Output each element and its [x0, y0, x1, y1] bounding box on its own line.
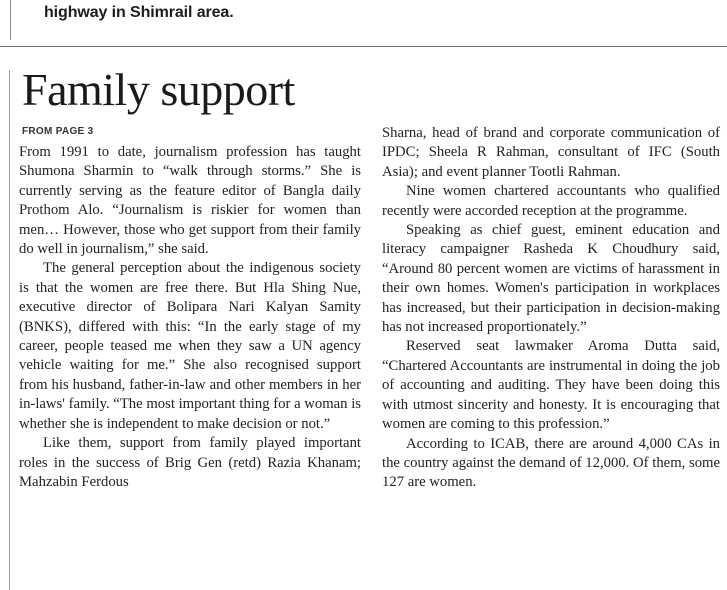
paragraph: Sharna, head of brand and corporate communication of IPDC; Sheela R Rahman, consultant of IFC (South Asia); and event planner Tootli Rahman. — [382, 125, 720, 180]
paragraph: Speaking as chief guest, eminent education and literacy campaigner Rasheda K Choudhury said, “Around 80 percent women are victims of harassment in their own homes. Women's participation in workplaces has increased, but their participation in decision-making has not increased proportionately.” — [382, 222, 720, 336]
article-column-1 — [19, 143, 361, 492]
jump-label: FROM PAGE 3 — [22, 126, 94, 137]
paragraph: The general perception about the indigenous society is that the women are free there. But Hla Shing Nue, executive director of Bolipara Nari Kalyan Samity (BNKS), differed with this: “In the early stage of my career, people teased me when they saw a UN agency vehicle waiting for me.” She also recognised support from his husband, father-in-law and other members in her in-laws' family. “The most important thing for a woman is whether she is independent to make decision or not.” — [19, 260, 361, 432]
paragraph: Nine women chartered accountants who qualified recently were accorded reception at the programme. — [382, 183, 720, 219]
paragraph: According to ICAB, there are around 4,000 CAs in the country against the demand of 12,000. Of them, some 127 are women. — [382, 435, 720, 491]
left-column-rule — [10, 0, 11, 40]
article-column-2 — [382, 124, 720, 493]
paragraph: Like them, support from family played important roles in the success of Brig Gen (retd) Razia Khanam; Mahzabin Ferdous — [19, 435, 361, 490]
previous-story-text: highway in Shimrail area. — [44, 4, 234, 21]
previous-story-strip — [0, 0, 727, 47]
paragraph: Reserved seat lawmaker Aroma Dutta said, “Chartered Accountants are instrumental in doing the job of accounting and auditing. They have been doing this with utmost sincerity and honesty. It is encouraging that women are coming to this profession.” — [382, 338, 720, 433]
article-headline: Family support — [22, 64, 295, 115]
paragraph: From 1991 to date, journalism profession has taught Shumona Sharmin to “walk through storms.” She is currently serving as the feature editor of Bangla daily Prothom Alo. “Journalism is riskier for women than men… However, those who get support from their family do well in journalism,” she said. — [19, 144, 361, 258]
column-divider — [9, 70, 10, 590]
